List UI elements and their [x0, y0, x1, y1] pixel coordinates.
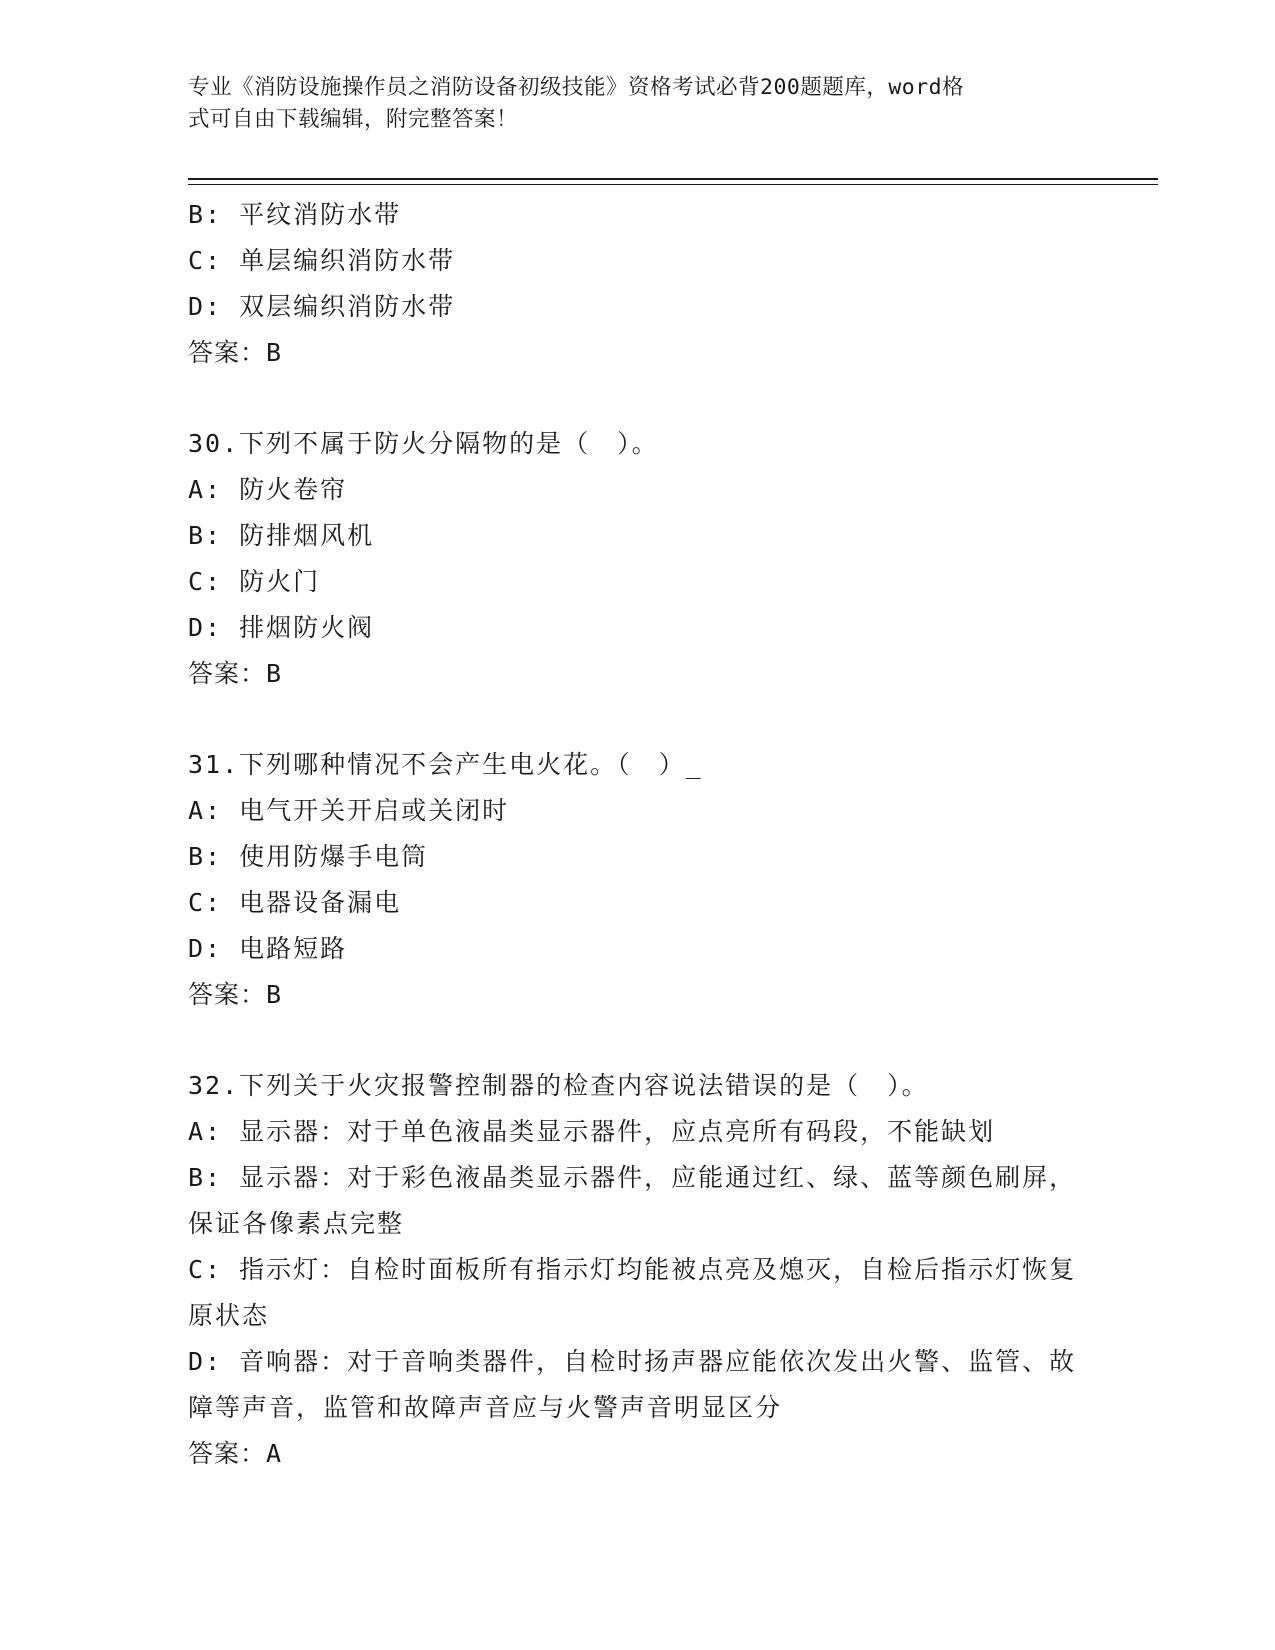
header-line-2: 式可自由下载编辑，附完整答案！ — [188, 107, 519, 132]
option-c: C: 电器设备漏电 — [188, 888, 402, 917]
answer-text: 答案：B — [188, 980, 283, 1009]
option-d: D: 排烟防火阀 — [188, 613, 375, 642]
header-rule-thin — [188, 184, 1158, 185]
question-31 — [188, 742, 1088, 1018]
question-32 — [188, 1063, 1088, 1477]
option-a: A: 显示器：对于单色液晶类显示器件，应点亮所有码段，不能缺划 — [188, 1117, 996, 1146]
option-a: A: 防火卷帘 — [188, 475, 348, 504]
answer-text: 答案：B — [188, 338, 283, 367]
option-d: D: 音响器：对于音响类器件，自检时扬声器应能依次发出火警、监管、故障等声音，监管和故障声音应与火警声音明显区分 — [188, 1347, 1077, 1422]
question-stem: 32.下列关于火灾报警控制器的检查内容说法错误的是（ ）。 — [188, 1071, 929, 1100]
header-rule-thick — [188, 178, 1158, 180]
question-list — [188, 192, 1088, 1477]
option-b: B: 显示器：对于彩色液晶类显示器件，应能通过红、绿、蓝等颜色刷屏，保证各像素点完整 — [188, 1163, 1077, 1238]
answer-text: 答案：B — [188, 659, 283, 688]
option-b: B: 平纹消防水带 — [188, 200, 402, 229]
document-header — [188, 72, 1088, 136]
option-c: C: 单层编织消防水带 — [188, 246, 456, 275]
option-a: A: 电气开关开启或关闭时 — [188, 796, 510, 825]
option-c: C: 防火门 — [188, 567, 321, 596]
option-c: C: 指示灯：自检时面板所有指示灯均能被点亮及熄灭，自检后指示灯恢复原状态 — [188, 1255, 1077, 1330]
option-b: B: 使用防爆手电筒 — [188, 842, 429, 871]
question-stem: 31.下列哪种情况不会产生电火花。（ ）_ — [188, 750, 703, 779]
question-30 — [188, 421, 1088, 697]
question-29-continued — [188, 192, 1088, 376]
answer-text: 答案：A — [188, 1439, 283, 1468]
option-b: B: 防排烟风机 — [188, 521, 375, 550]
question-stem: 30.下列不属于防火分隔物的是（ ）。 — [188, 429, 659, 458]
header-line-1: 专业《消防设施操作员之消防设备初级技能》资格考试必背200题题库，word格 — [188, 75, 965, 100]
option-d: D: 双层编织消防水带 — [188, 292, 456, 321]
option-d: D: 电路短路 — [188, 934, 348, 963]
